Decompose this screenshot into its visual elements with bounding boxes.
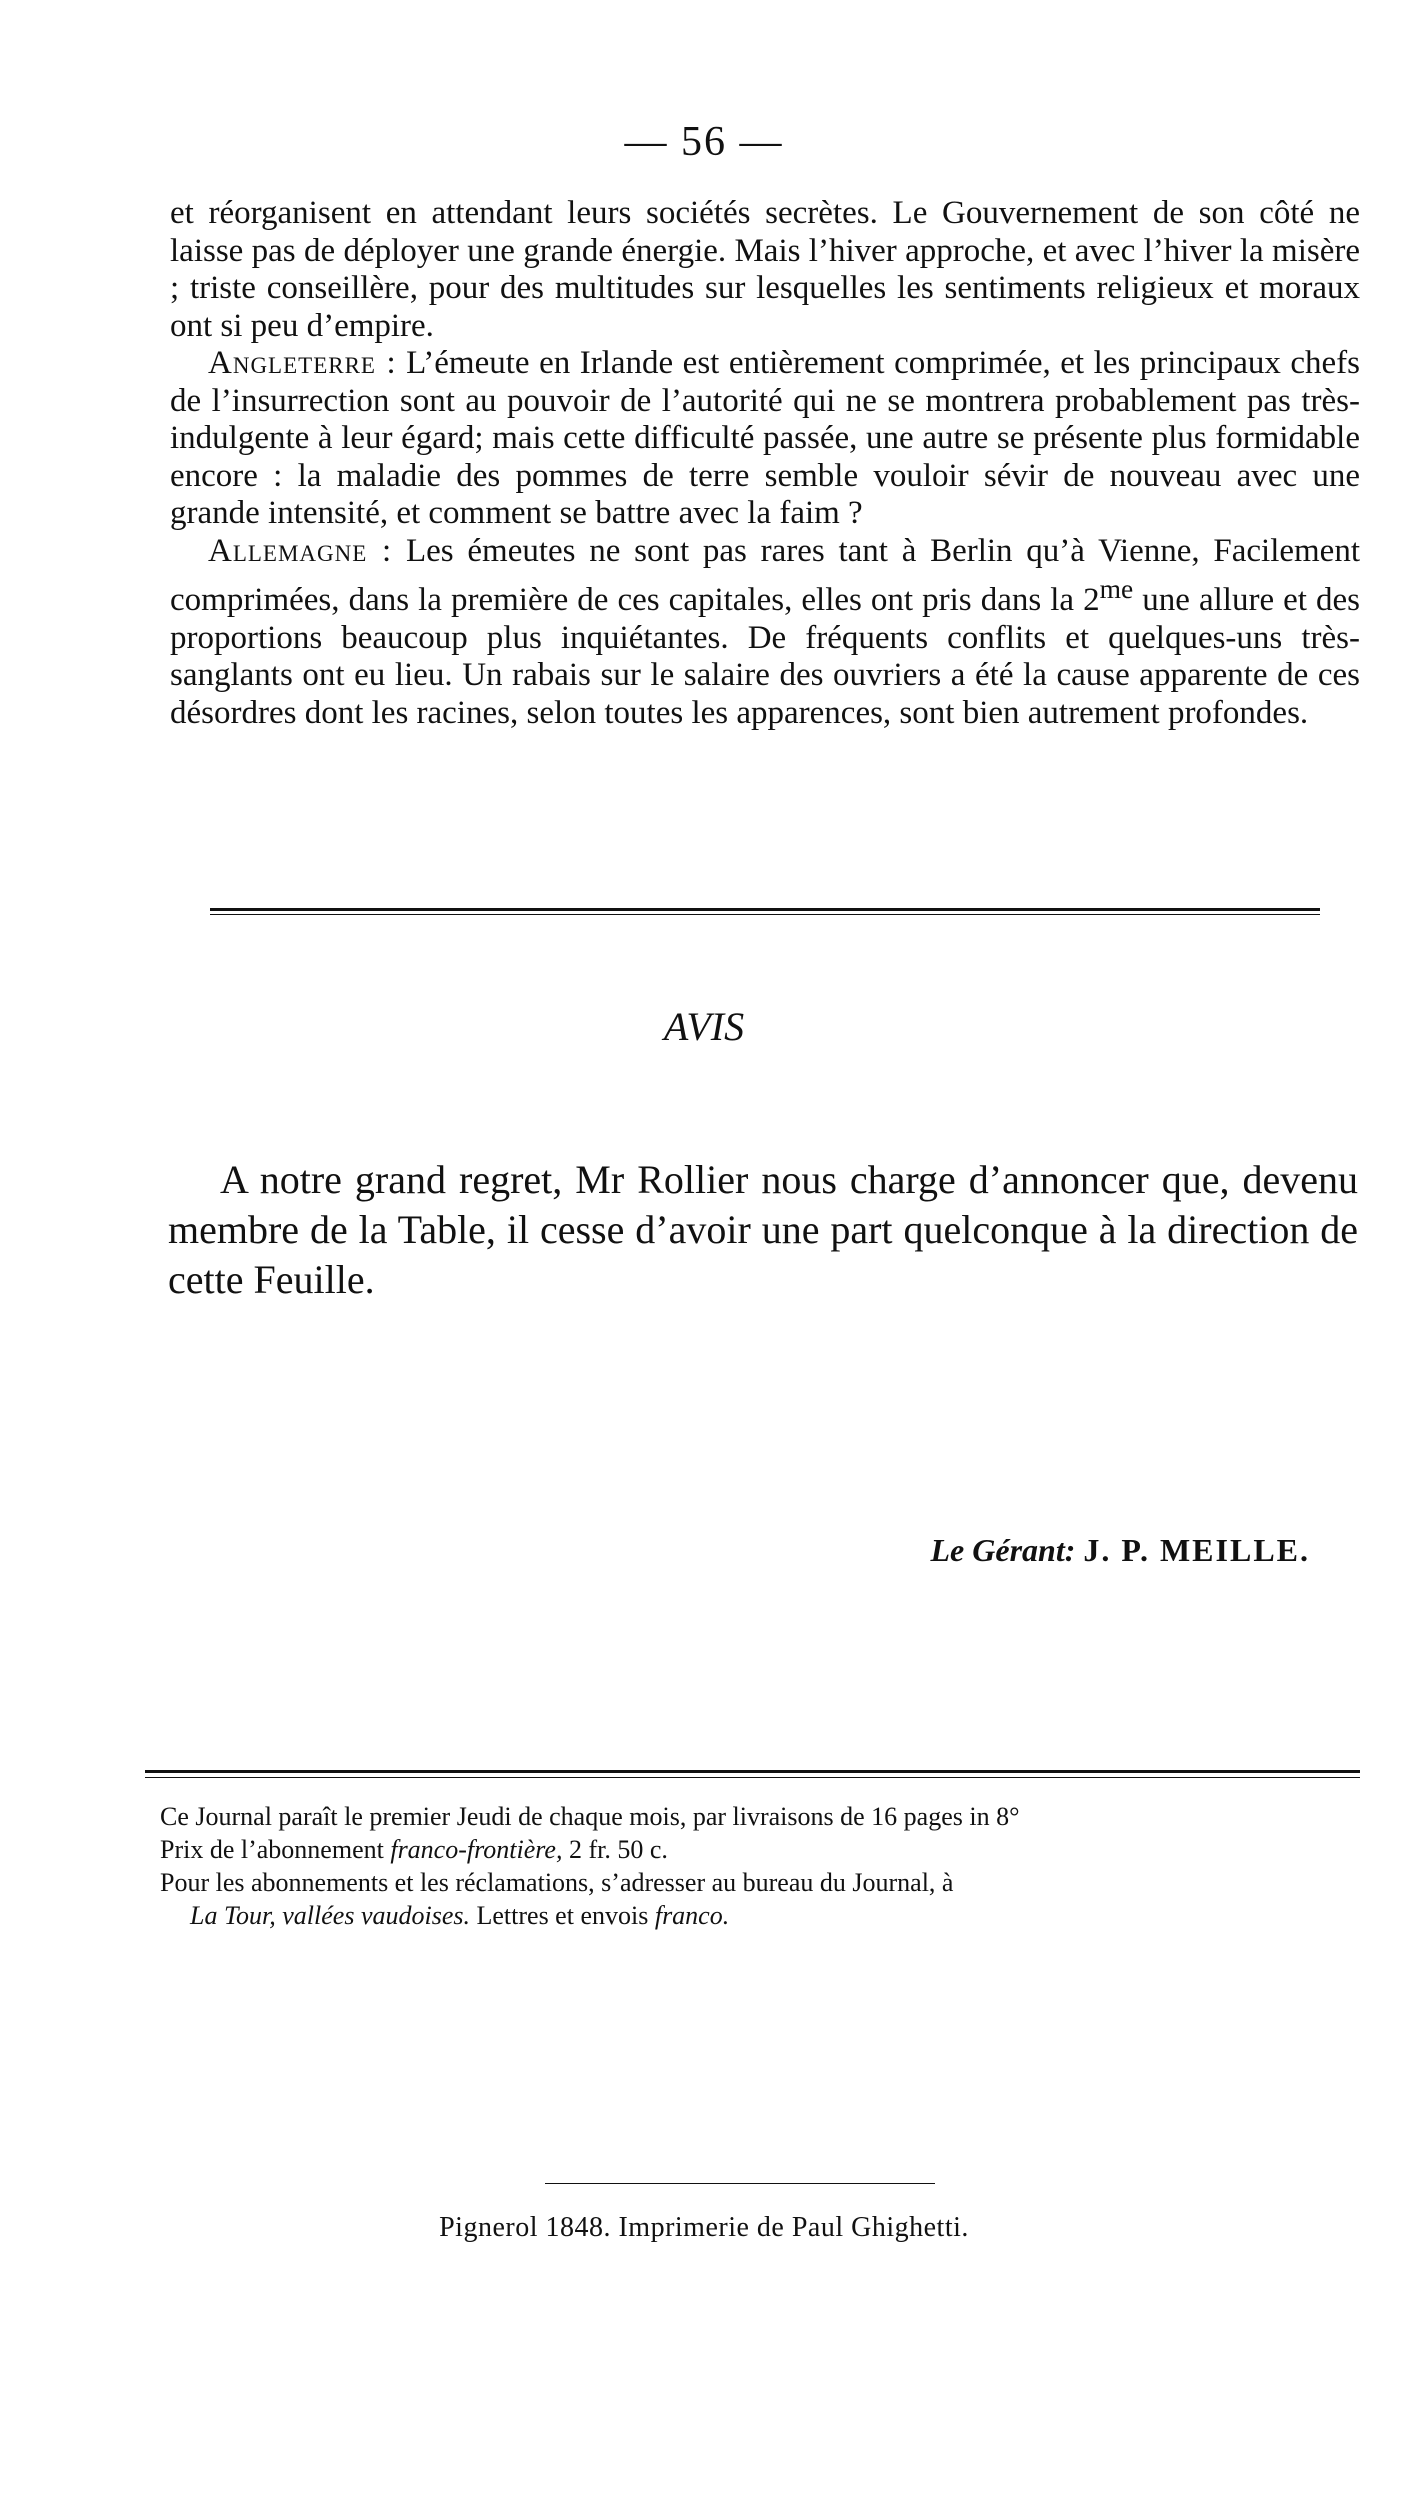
printer-imprint: Pignerol 1848. Imprimerie de Paul Ghighetti. xyxy=(439,2212,969,2243)
footer-line-2-em: franco-frontière, xyxy=(390,1835,563,1864)
footer-line-4 xyxy=(160,1899,1360,1932)
subscription-info xyxy=(160,1800,1360,1932)
footer-line-4-b: Lettres et envois xyxy=(470,1901,655,1930)
footer-line-2 xyxy=(160,1833,1360,1866)
footer-line-3: Pour les abonnements et les réclamations, s’adresser au bureau du Journal, à xyxy=(160,1868,954,1897)
footer-line-4-em2: franco. xyxy=(654,1901,730,1930)
paragraph-allemagne-text-a: Les émeutes ne sont pas rares tant à Berlin qu’à Vienne, Facilement comprimées, dans la première de ces capitales, elles ont pris dans la 2 xyxy=(170,532,1361,618)
paragraph-angleterre xyxy=(170,345,1360,533)
printer-divider xyxy=(545,2183,935,2184)
signature xyxy=(931,1532,1311,1569)
footer-divider xyxy=(145,1770,1360,1773)
signature-role: Le Gérant: xyxy=(930,1532,1076,1568)
footer-line-1: Ce Journal paraît le premier Jeudi de chaque mois, par livraisons de 16 pages in 8° xyxy=(160,1802,1020,1831)
country-label-angleterre: Angleterre : xyxy=(208,345,397,381)
ordinal-superscript: me xyxy=(1099,573,1134,604)
section-divider-top-inner xyxy=(210,914,1320,915)
footer-line-4-em1: La Tour, vallées vaudoises. xyxy=(190,1901,470,1930)
avis-notice: A notre grand regret, Mr Rollier nous charge d’annoncer que, devenu membre de la Table, il cesse d’avoir une part quelconque à la direction de cette Feuille. xyxy=(168,1157,1358,1302)
footer-line-2-a: Prix de l’abonnement xyxy=(160,1835,391,1864)
section-divider-top xyxy=(210,908,1320,911)
footer-divider-inner xyxy=(145,1777,1360,1778)
page-number: — 56 — xyxy=(624,119,784,165)
paragraph-continuation: et réorganisent en attendant leurs sociétés secrètes. Le Gouvernement de son côté ne laisse pas de déployer une grande énergie. Mais l’hiver approche, et avec l’hiver la misère ; triste conseillère, pour des multitudes sur lesquelles les sentiments religieux et moraux ont si peu d’empire. xyxy=(170,195,1360,344)
paragraph-allemagne-text-b: une allure et des proportions beaucoup plus inquiétantes. De fréquents conflits et quelques-uns très-sanglants ont eu lieu. Un rabais sur le salaire des ouvriers a été la cause apparente de ces désordres dont les racines, selon toutes les apparences, sont bien autrement profondes. xyxy=(170,582,1360,731)
signature-name: J. P. MEILLE. xyxy=(1083,1532,1310,1568)
country-label-allemagne: Allemagne : xyxy=(208,532,393,569)
news-body xyxy=(170,195,1360,732)
paragraph-allemagne xyxy=(170,533,1360,733)
footer-line-2-b: 2 fr. 50 c. xyxy=(562,1835,668,1864)
paragraph-angleterre-text: L’émeute en Irlande est entièrement comprimée, et les principaux chefs de l’insurrection sont au pouvoir de l’autorité qui ne se montrera probablement pas très-indulgente à leur égard; mais cette difficulté passée, une autre se présente plus formidable encore : la maladie des pommes de terre semble vouloir sévir de nouveau avec une grande intensité, et comment se battre avec la faim ? xyxy=(170,345,1361,531)
avis-title: AVIS xyxy=(663,1004,745,1049)
